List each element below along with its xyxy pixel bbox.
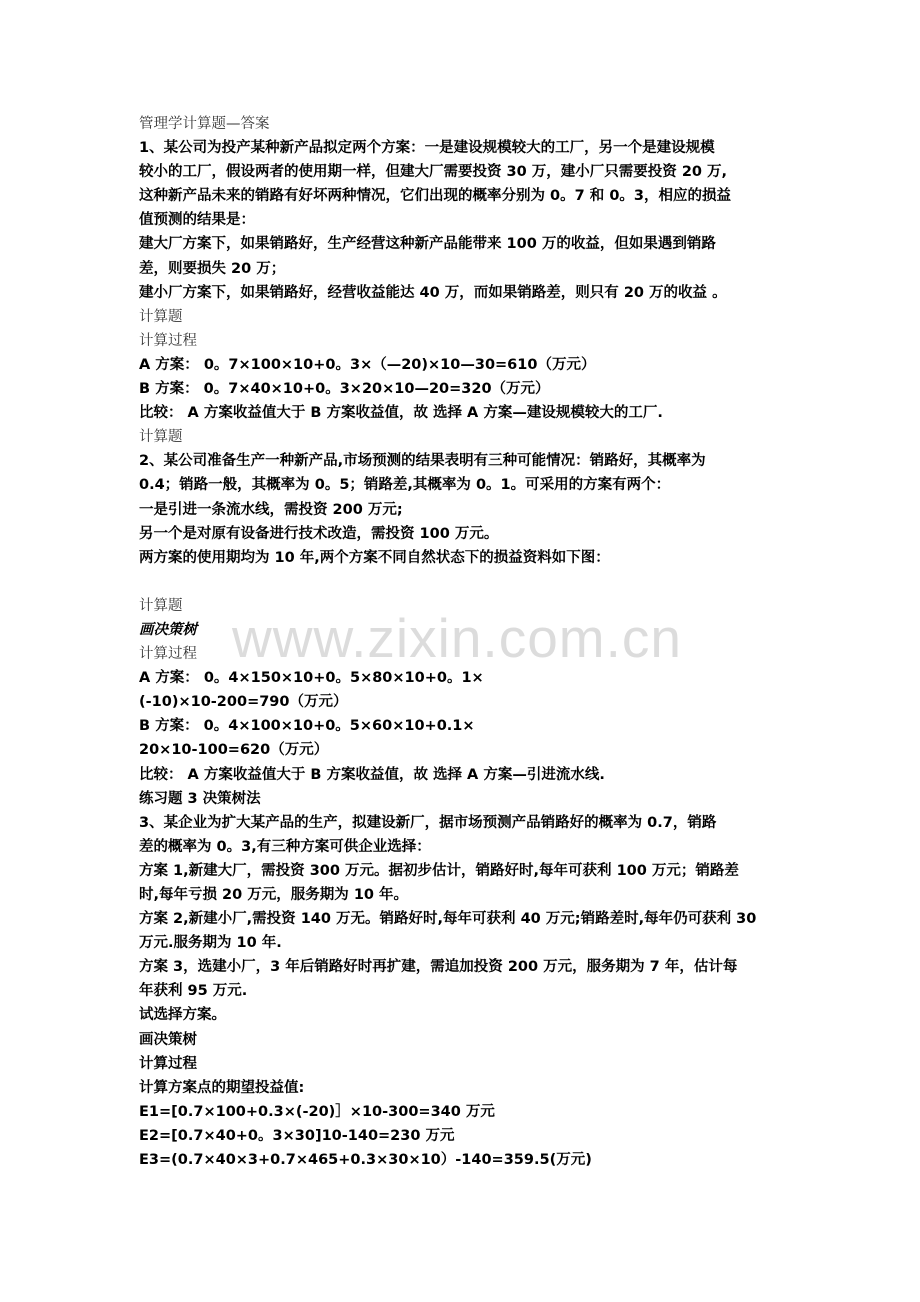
problem1-line: 差，则要损失 20 万； xyxy=(139,260,286,277)
section-heading-calc: 计算题 xyxy=(139,597,183,614)
problem3-line: 时,每年亏损 20 万元，服务期为 10 年。 xyxy=(139,887,409,903)
problem2-line: 另一个是对原有设备进行技术改造，需投资 100 万元。 xyxy=(139,525,499,542)
blank-line xyxy=(139,570,799,594)
problem1-line: 建小厂方案下，如果销路好，经营收益能达 40 万，而如果销路差，则只有 20 万的收益 。 xyxy=(139,284,727,301)
problem3-line: 方案 2,新建小厂,需投资 140 万无。销路好时,每年可获利 40 万元;销路差时,每年仍可获利 30 xyxy=(139,911,757,928)
problem3-line: 3、某企业为扩大某产品的生产，拟建设新厂，据市场预测产品销路好的概率为 0.7，销路 xyxy=(139,814,717,831)
solution3-line: E3=(0.7×40×3+0.7×465+0.3×30×10）-140=359.5(万元) xyxy=(139,1152,592,1169)
solution2-line: 比较： A 方案收益值大于 B 方案收益值，故 选择 A 方案—引进流水线. xyxy=(139,766,605,783)
problem3-line: 方案 3，选建小厂，3 年后销路好时再扩建，需追加投资 200 万元，服务期为 7 年，估计每 xyxy=(139,959,738,976)
section-heading-process: 计算过程 xyxy=(139,332,197,349)
problem3-line: 万元.服务期为 10 年. xyxy=(139,935,282,952)
solution3-line: 计算方案点的期望投益值: xyxy=(139,1079,305,1096)
problem1-line: 1、某公司为投产某种新产品拟定两个方案：一是建设规模较大的工厂，另一个是建设规模 xyxy=(139,140,715,157)
doc-title: 管理学计算题—答案 xyxy=(139,116,270,132)
problem2-line: 2、某公司准备生产一种新产品,市场预测的结果表明有三种可能情况：销路好，其概率为 xyxy=(139,453,706,470)
section-heading-decision-tree: 画决策树 xyxy=(139,621,197,638)
problem1-line: 较小的工厂，假设两者的使用期一样，但建大厂需要投资 30 万，建小厂只需要投资 20 万, xyxy=(139,164,728,181)
problem3-line: 差的概率为 0。3,有三种方案可供企业选择： xyxy=(139,838,431,855)
solution2-line: 20×10-100=620（万元） xyxy=(139,742,329,759)
problem1-line: 建大厂方案下，如果销路好，生产经营这种新产品能带来 100 万的收益，但如果遇到销路 xyxy=(139,236,716,253)
problem2-line: 0.4；销路一般，其概率为 0。5；销路差,其概率为 0。1。可采用的方案有两个： xyxy=(139,477,671,494)
solution2-line: A 方案： 0。4×150×10+0。5×80×10+0。1× xyxy=(139,670,484,687)
problem2-line: 两方案的使用期均为 10 年,两个方案不同自然状态下的损益资料如下图： xyxy=(139,549,610,566)
solution1-line: B 方案： 0。7×40×10+0。3×20×10—20=320（万元） xyxy=(139,381,550,398)
exercise3-title: 练习题 3 决策树法 xyxy=(139,790,261,807)
watermark: www.zixin.com.cn xyxy=(232,607,682,669)
solution3-line: E1=[0.7×100+0.3×(-20)］×10-300=340 万元 xyxy=(139,1103,495,1120)
section-heading-decision-tree: 画决策树 xyxy=(139,1031,197,1048)
section-heading-calc: 计算题 xyxy=(139,429,183,446)
problem1-line: 值预测的结果是： xyxy=(139,212,255,229)
solution1-line: A 方案： 0。7×100×10+0。3×（—20)×10—30=610（万元） xyxy=(139,356,596,373)
section-heading-process: 计算过程 xyxy=(139,1055,197,1072)
problem1-line: 这种新产品未来的销路有好坏两种情况，它们出现的概率分别为 0。7 和 0。3，相应的损益 xyxy=(139,188,731,205)
section-heading-calc: 计算题 xyxy=(139,308,183,325)
problem3-line: 年获利 95 万元. xyxy=(139,983,248,1000)
problem2-line: 一是引进一条流水线，需投资 200 万元; xyxy=(139,501,403,518)
section-heading-process: 计算过程 xyxy=(139,646,197,663)
document-body xyxy=(139,112,799,1172)
problem3-line: 试选择方案。 xyxy=(139,1007,226,1024)
solution3-line: E2=[0.7×40+0。3×30]10-140=230 万元 xyxy=(139,1127,455,1144)
solution1-line: 比较： A 方案收益值大于 B 方案收益值，故 选择 A 方案—建设规模较大的工厂. xyxy=(139,405,663,422)
problem3-line: 方案 1,新建大厂，需投资 300 万元。据初步估计，销路好时,每年可获利 100 万元；销路差 xyxy=(139,862,739,879)
solution2-line: (-10)×10-200=790（万元） xyxy=(139,694,348,711)
solution2-line: B 方案： 0。4×100×10+0。5×60×10+0.1× xyxy=(139,718,475,735)
